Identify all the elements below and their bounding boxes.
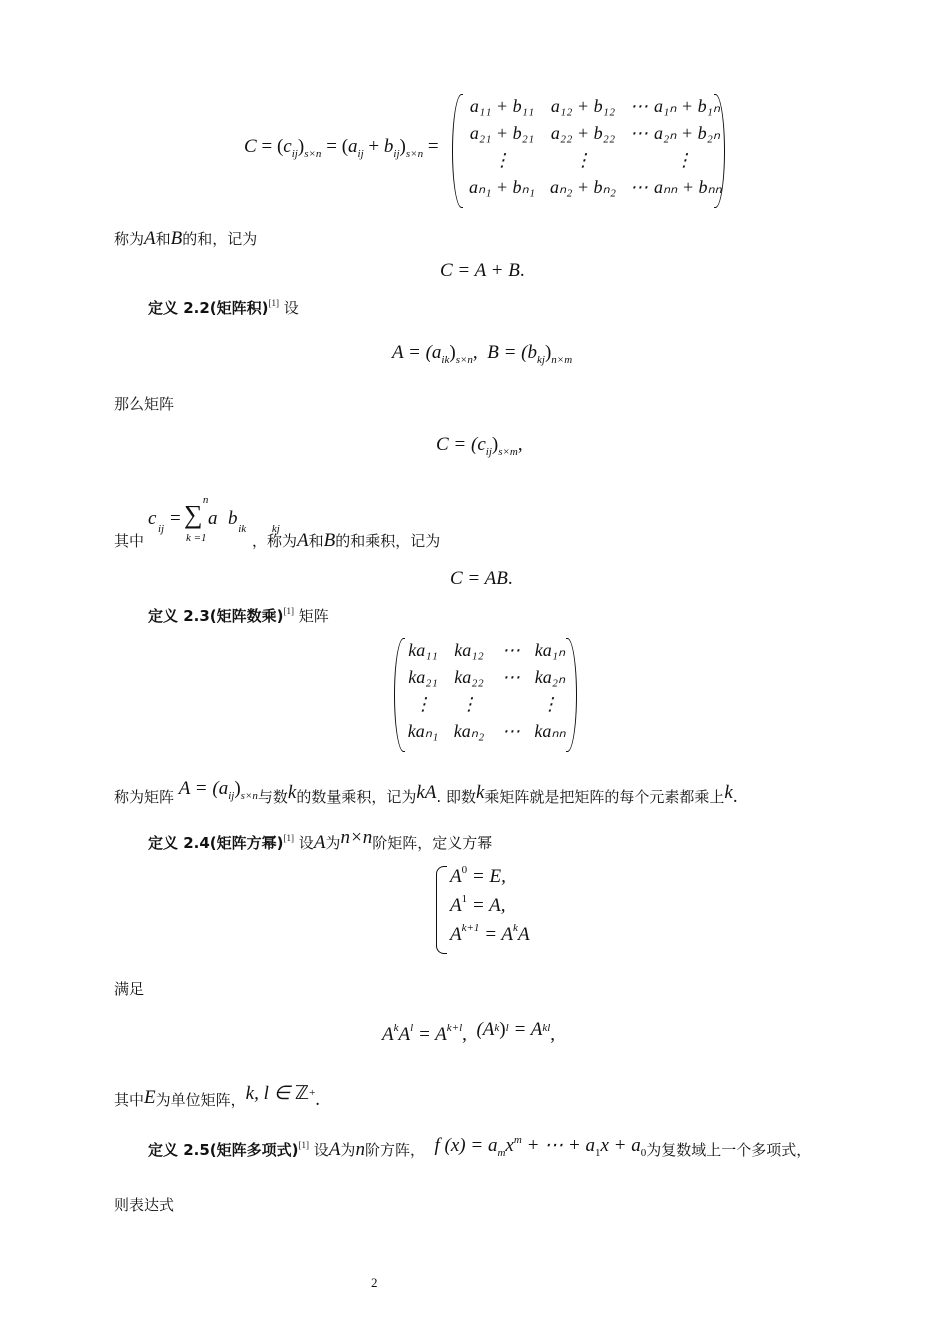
comma: ,: [517, 434, 523, 455]
subscript-ij: ij: [357, 148, 364, 160]
power-rhs: = A: [484, 924, 514, 945]
subscript-sn: s×n: [304, 148, 322, 160]
B-eq: B = (b: [487, 342, 537, 363]
sigma-symbol: ∑: [184, 500, 203, 529]
subscript-ij: ij: [158, 523, 165, 535]
symbol-A: A: [328, 1139, 341, 1160]
symbol-k-l-in: k, l ∈: [245, 1083, 295, 1104]
definition-tail: 阶矩阵，定义方幂: [372, 834, 493, 852]
symbol-A: A: [297, 530, 309, 551]
eq-C-cij: [436, 434, 523, 456]
scalar-matrix-cell-r1-c4: ka₁ₙ: [534, 640, 566, 660]
paren-close: ): [234, 778, 241, 799]
period: .: [519, 260, 525, 281]
paren-close: ): [499, 1019, 506, 1040]
sum-matrix-cell-r3-c4: ⋮: [675, 150, 693, 170]
symbol-E: E: [144, 1087, 156, 1108]
scalar-matrix-cell-r1-c1: ka₁₁: [408, 640, 438, 660]
definition-title: 定义 2.4(矩阵方幂): [148, 834, 284, 852]
sum-matrix-cell-r3-c3: [624, 150, 654, 177]
comma: ,: [462, 1024, 467, 1045]
power-def-line: [450, 895, 530, 924]
scalar-matrix-cell-r1-c2: ka₁₂: [454, 640, 484, 660]
symbol-A: A: [398, 1024, 411, 1045]
symbol-a: a: [348, 136, 358, 157]
sum-matrix-cell-r1-c1: a₁₁ + b₁₁: [469, 96, 535, 116]
sum-matrix-cell-r4-c4: aₙₙ + bₙₙ: [654, 177, 722, 197]
sum-matrix-cell-r4-c3: ⋯: [630, 177, 648, 197]
symbol-a: a: [208, 508, 218, 529]
sum-matrix-cell-r3-c2: ⋮: [574, 150, 592, 170]
power-base: A: [450, 866, 462, 887]
period: .: [507, 568, 513, 589]
paren-close: ): [449, 342, 456, 363]
citation-ref: [1]: [298, 1140, 310, 1150]
C-eq: C = (c: [436, 434, 486, 455]
exp-l: l: [505, 1022, 509, 1034]
paren-close: ): [399, 136, 406, 157]
polynomial-tail: x + a: [600, 1135, 641, 1156]
sum-matrix-cell-r4-c2: aₙ₂ + bₙ₂: [549, 177, 616, 197]
scalar-matrix-cell-r3-c4: ⋮: [541, 694, 559, 714]
symbol-k: k: [724, 782, 733, 803]
symbol-k: k: [287, 782, 297, 803]
sum-matrix: [462, 96, 722, 204]
definition-tail: 为复数域上一个多项式，: [646, 1141, 812, 1159]
definition-title: 定义 2.3(矩阵数乘): [148, 607, 284, 625]
paren-A: (A: [476, 1019, 495, 1040]
symbol-c: c: [148, 508, 157, 529]
eq-A-B-def: [392, 342, 572, 364]
symbol-n-times-n: n×n: [340, 827, 373, 848]
power-exponent: 1: [461, 893, 468, 905]
A-eq: A = (a: [392, 342, 442, 363]
text-chengwei-juzhen: 称为矩阵: [114, 788, 175, 806]
text-danwei-juzhen: 为单位矩阵，: [155, 1091, 246, 1109]
sum-matrix-cell-r2-c2: a₂₂ + b₂₂: [550, 123, 616, 143]
subscript-1: 1: [594, 1147, 601, 1159]
symbol-n: n: [355, 1139, 365, 1160]
text-cheng-juzhen: 乘矩阵就是把矩阵的每个元素都乘上: [484, 788, 725, 806]
definition-2-4: [148, 827, 493, 854]
eq-power-laws: [382, 1019, 556, 1046]
definition-tail: 矩阵: [298, 607, 329, 625]
power-base: A: [450, 924, 462, 945]
scalar-matrix-cell-r4-c2: kaₙ₂: [453, 721, 485, 741]
sum-matrix-cell-r1-c2: a₁₂ + b₁₂: [550, 96, 616, 116]
power-exponent: k+1: [461, 922, 480, 934]
text-qizhong: 其中: [114, 532, 145, 550]
exp-k: k: [393, 1022, 399, 1034]
equals-sign: =: [427, 136, 439, 157]
paren-close: ): [491, 434, 499, 455]
text-chengji-jiwei: 的和乘积，记为: [335, 532, 441, 550]
sum-matrix-cell-r1-c3: ⋯: [630, 96, 648, 116]
sum-matrix-cell-r3-c1: ⋮: [493, 150, 511, 170]
polynomial-f: f (x) = a: [434, 1135, 498, 1156]
text-she: 设: [298, 834, 314, 852]
eq-matrix-sum-lhs: [244, 136, 439, 158]
scalar-matrix-cell-r2-c4: ka₂ₙ: [534, 667, 566, 687]
subscript-ik: ik: [441, 354, 450, 366]
eq-C-equals-A-plus-B: [440, 260, 525, 282]
symbol-b: b: [383, 136, 394, 157]
symbol-A: A: [313, 832, 326, 853]
sum-matrix-cell-r2-c3: ⋯: [630, 123, 648, 143]
symbol-B: B: [170, 228, 183, 249]
exp-kl: kl: [542, 1022, 551, 1034]
sum-matrix-cell-r2-c1: a₂₁ + b₂₁: [469, 123, 535, 143]
text-jie-fangzhen: 阶方阵，: [364, 1141, 425, 1159]
symbol-C: C: [244, 136, 257, 157]
text-jishu: . 即数: [436, 788, 476, 806]
exp-m: m: [513, 1134, 522, 1146]
text-dehe-jiwei: 的和，记为: [182, 230, 258, 248]
page-number: 2: [371, 1275, 378, 1290]
text-manzu: 满足: [114, 980, 145, 998]
subscript-sn: s×n: [405, 148, 424, 160]
subscript-ij: ij: [393, 148, 400, 160]
subscript-sm: s×m: [498, 446, 518, 458]
sum-upper-limit: n: [202, 494, 209, 506]
sum-matrix-cell-r1-c4: a₁ₙ + b₁ₙ: [654, 96, 721, 116]
text-she: 设: [313, 1141, 329, 1159]
text-wei: 为: [340, 1141, 356, 1159]
text-wei: 为: [325, 834, 341, 852]
exp-k: k: [494, 1022, 500, 1034]
scalar-matrix-cell-r4-c1: kaₙ₁: [407, 721, 439, 741]
text-yushu: 与数: [257, 788, 288, 806]
scalar-matrix-cell-r3-c2: ⋮: [460, 694, 478, 714]
equals-sign: =: [170, 508, 181, 529]
power-def-line: [450, 924, 530, 953]
text-he: 和: [308, 532, 324, 550]
eq-text: C = A + B: [440, 260, 520, 281]
text-namo-juzhen: 那么矩阵: [114, 395, 175, 413]
symbol-B: B: [323, 530, 336, 551]
symbol-kA: kA: [416, 782, 437, 803]
period: .: [315, 1089, 321, 1110]
symbol-c: c: [283, 136, 292, 157]
polynomial-middle: + ⋯ + a: [526, 1135, 595, 1156]
scalar-matrix-cell-r2-c3: ⋯: [502, 667, 520, 687]
subscript-sn: s×n: [455, 354, 473, 366]
paren-close: ): [297, 136, 305, 157]
sum-lower-limit: k =1: [186, 532, 207, 544]
subscript-ij: ij: [291, 148, 298, 160]
paren-close: ): [544, 342, 552, 363]
citation-ref: [1]: [283, 833, 295, 843]
integer-set-symbol: ℤ: [294, 1083, 310, 1104]
A-eq: A = (a: [178, 778, 229, 799]
power-def-line: [450, 866, 530, 895]
text-zebiaodashi: 则表达式: [114, 1196, 175, 1214]
rhs-A: = A: [513, 1019, 543, 1040]
comma: ,: [472, 342, 478, 363]
definition-title: 定义 2.2(矩阵积): [148, 299, 269, 317]
scalar-matrix-cell-r2-c2: ka₂₂: [454, 667, 484, 687]
text-he: 和: [155, 230, 171, 248]
eq-cij-sum: [148, 494, 280, 544]
equals-sign: =: [326, 136, 337, 157]
power-rhs: = A,: [471, 895, 506, 916]
definition-title: 定义 2.5(矩阵多项式): [148, 1141, 299, 1159]
scalar-matrix-cell-r3-c3: [492, 694, 530, 721]
subscript-ij: ij: [485, 446, 492, 458]
subscript-m: m: [497, 1147, 506, 1159]
subscript-ik: ik: [238, 523, 247, 535]
subscript-kj: kj: [271, 523, 280, 535]
power-definition-brace: [436, 866, 447, 954]
symbol-A: A: [144, 228, 156, 249]
paren-open: (: [341, 136, 349, 157]
equals-sign: =: [261, 136, 273, 157]
scalar-matrix-cell-r3-c1: ⋮: [414, 694, 432, 714]
paren-open: (: [276, 136, 284, 157]
power-exponent: 0: [461, 864, 468, 876]
subscript-kj: kj: [536, 354, 545, 366]
exp-k-plus-l: k+l: [446, 1022, 463, 1034]
subscript-0: 0: [640, 1147, 647, 1159]
text-shuliang-chengji: 的数量乘积，记为: [296, 788, 417, 806]
definition-2-5: [148, 1134, 812, 1161]
superscript-plus: +: [309, 1087, 316, 1099]
period: .: [732, 786, 738, 807]
eq-C-equals-AB: [450, 568, 513, 590]
definition-2-2: [148, 297, 299, 318]
text-chengwei: 称为: [114, 230, 145, 248]
citation-ref: [1]: [268, 298, 280, 308]
power-base: A: [450, 895, 462, 916]
identity-matrix-line: [114, 1083, 321, 1111]
text-qizhong: 其中: [114, 1091, 145, 1109]
scalar-matrix-cell-r4-c4: kaₙₙ: [534, 721, 566, 741]
eq-text: C = AB: [450, 568, 508, 589]
subscript-ij: ij: [228, 790, 235, 802]
scalar-product-line: [114, 778, 738, 808]
comma: ,: [550, 1024, 556, 1045]
power-rhs-exponent: k: [513, 922, 518, 934]
power-definitions: [450, 866, 530, 953]
subscript-sn: s×n: [240, 790, 258, 802]
symbol-b: b: [228, 508, 238, 529]
sum-matrix-cell-r4-c1: aₙ₁ + bₙ₁: [468, 177, 535, 197]
power-rhs-tail: A: [517, 924, 530, 945]
citation-ref: [1]: [283, 606, 295, 616]
exp-l: l: [410, 1022, 414, 1034]
text-chengwei: ，称为: [252, 532, 298, 550]
scalar-matrix-cell-r2-c1: ka₂₁: [408, 667, 438, 687]
definition-tail: 设: [283, 299, 299, 317]
subscript-nm: n×m: [551, 354, 573, 366]
rhs-A: = A: [417, 1024, 447, 1045]
scalar-matrix-cell-r4-c3: ⋯: [502, 721, 520, 741]
symbol-k: k: [475, 782, 485, 803]
sum-matrix-cell-r2-c4: a₂ₙ + b₂ₙ: [654, 123, 721, 143]
power-rhs: = E,: [471, 866, 506, 887]
product-definition-text: [252, 530, 440, 552]
symbol-A: A: [382, 1024, 394, 1045]
scalar-matrix-cell-r1-c3: ⋯: [502, 640, 520, 660]
sum-definition-line: [114, 228, 257, 250]
symbol-x: x: [505, 1135, 514, 1156]
plus-sign: +: [368, 136, 380, 157]
definition-2-3: [148, 605, 329, 626]
scalar-matrix: [400, 640, 570, 748]
